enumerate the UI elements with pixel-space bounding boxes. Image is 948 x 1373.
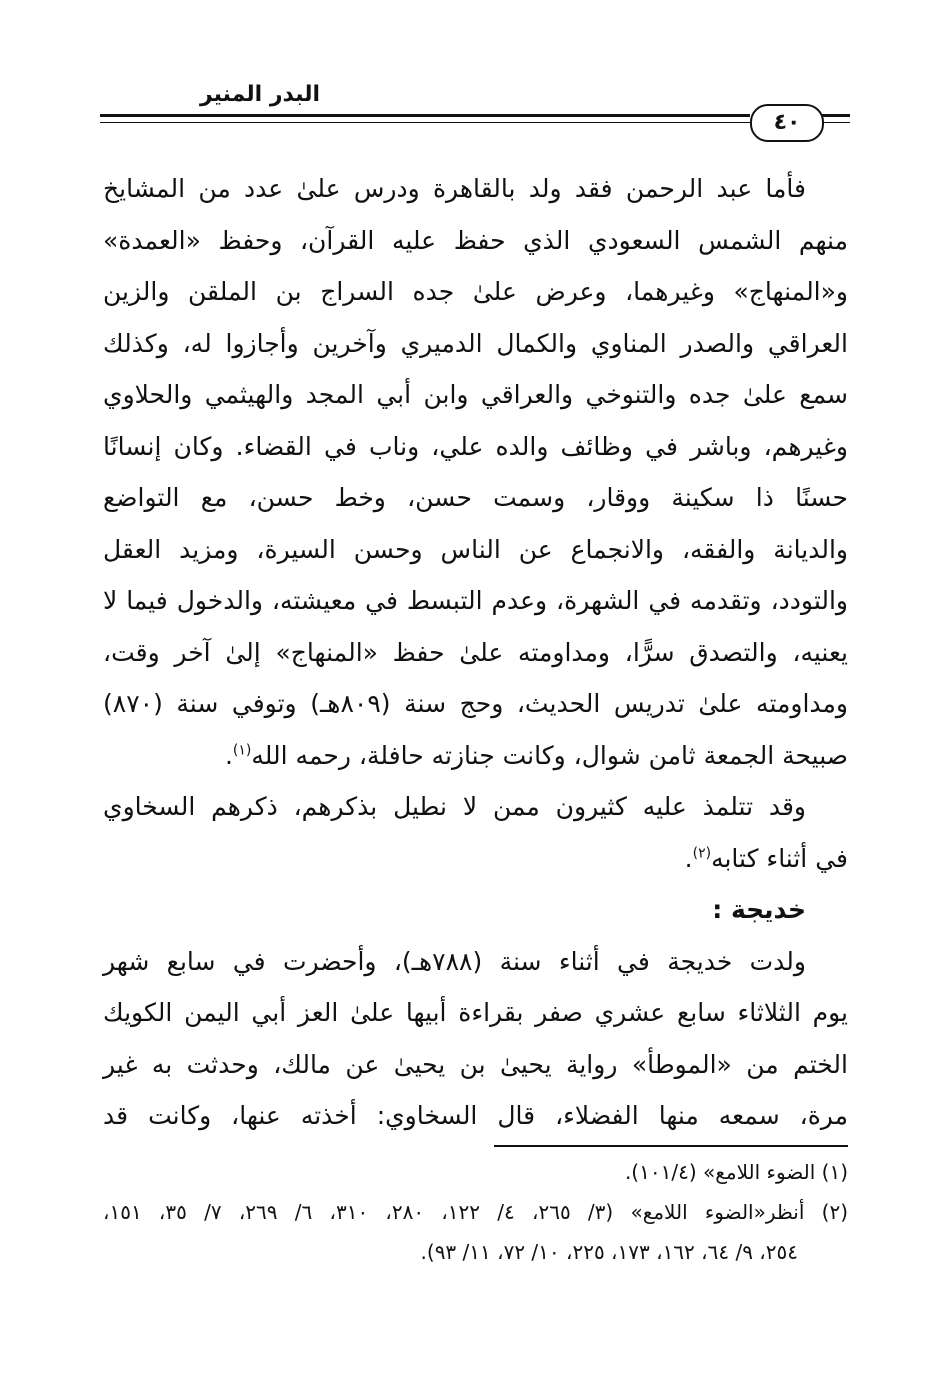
text-line: يعنيه، والتصدق سرًّا، ومداومته علىٰ حفظ «المنهاج» إلىٰ آخر وقت، (103, 637, 848, 667)
footnote-separator (494, 1145, 848, 1147)
text-line: وقد تتلمذ عليه كثيرون ممن لا نطيل بذكرهم، ذكرهم السخاوي (103, 792, 806, 821)
text-line: و«المنهاج» وغيرهما، وعرض علىٰ جده السراج بن الملقن والزين (103, 277, 848, 306)
text-line: في أثناء كتابه (711, 843, 848, 873)
text-line: وغيرهم، وباشر في وظائف والده علي، وناب في القضاء. وكان إنسانًا (103, 431, 848, 461)
text-line: صبيحة الجمعة ثامن شوال، وكانت جنازته حافلة، رحمه الله (251, 740, 848, 770)
text-line: والديانة والفقه، والانجماع عن الناس وحسن السيرة، ومزيد العقل (103, 534, 848, 564)
text-line: منهم الشمس السعودي الذي حفظ عليه القرآن، وحفظ «العمدة» (103, 225, 848, 255)
text-line: حسنًا ذا سكينة ووقار، وسمت حسن، وخط حسن، مع التواضع (103, 483, 848, 512)
footnote-marker-1: (١) (232, 742, 252, 759)
running-title: البدر المنير (199, 82, 320, 107)
page-number: ٤٠ (750, 104, 824, 142)
text-line: يوم الثلاثاء سابع عشري صفر بقراءة أبيها علىٰ العز أبي اليمن الكويك (103, 998, 848, 1027)
text-line: مرة، سمعه منها الفضلاء، قال السخاوي: أخذته عنها، وكانت قد (103, 1101, 848, 1130)
header-rule-thin (100, 122, 750, 123)
text-line: العراقي والصدر المناوي والكمال الدميري وآخرين وأجازوا له، وكذلك (103, 328, 848, 358)
footnote-1: (١) الضوء اللامع» (١٠١/٤). (624, 1160, 848, 1184)
sentence-period: . (224, 740, 233, 770)
section-heading: خديجة : (712, 895, 806, 924)
text-line: والتودد، وتقدمه في الشهرة، وعدم التبسط في معيشته، والدخول فيما لا (103, 586, 848, 615)
footnote-2-line-2: ٢٥٤، ٩/ ٦٤، ١٦٢، ١٧٣، ٢٢٥، ١٠/ ٧٢، ١١/ ٩٣). (420, 1240, 798, 1264)
footnote-marker-2: (٢) (692, 845, 712, 862)
body-text (103, 163, 848, 1142)
text-line: سمع علىٰ جده والتنوخي والعراقي وابن أبي المجد والهيثمي والحلاوي (103, 380, 848, 409)
header-rule-right-thin (820, 122, 850, 123)
header-rule-right-thick (820, 114, 850, 117)
header-rule-thick (100, 114, 750, 117)
page-header (100, 82, 850, 146)
text-line-with-footnote (103, 833, 848, 885)
text-line-with-footnote (103, 730, 848, 782)
footnote-2-line-1: (٢) أنظر«الضوء اللامع» (٣/ ٢٦٥، ٤/ ١٢٢، ٢٨٠، ٣١٠، ٦/ ٢٦٩، ٧/ ٣٥، ١٥١، (103, 1200, 848, 1224)
footnotes (103, 1152, 848, 1272)
sentence-period: . (684, 843, 693, 873)
text-line: فأما عبد الرحمن فقد ولد بالقاهرة ودرس علىٰ عدد من المشايخ (103, 174, 806, 203)
text-line: ولدت خديجة في أثناء سنة (٧٨٨هـ)، وأحضرت في سابع شهر (103, 946, 806, 976)
text-line: ومداومته علىٰ تدريس الحديث، وحج سنة (٨٠٩هـ) وتوفي سنة (٨٧٠) (103, 689, 848, 718)
text-line: الختم من «الموطأ» رواية يحيىٰ بن يحيىٰ عن مالك، وحدثت به غير (103, 1049, 848, 1079)
